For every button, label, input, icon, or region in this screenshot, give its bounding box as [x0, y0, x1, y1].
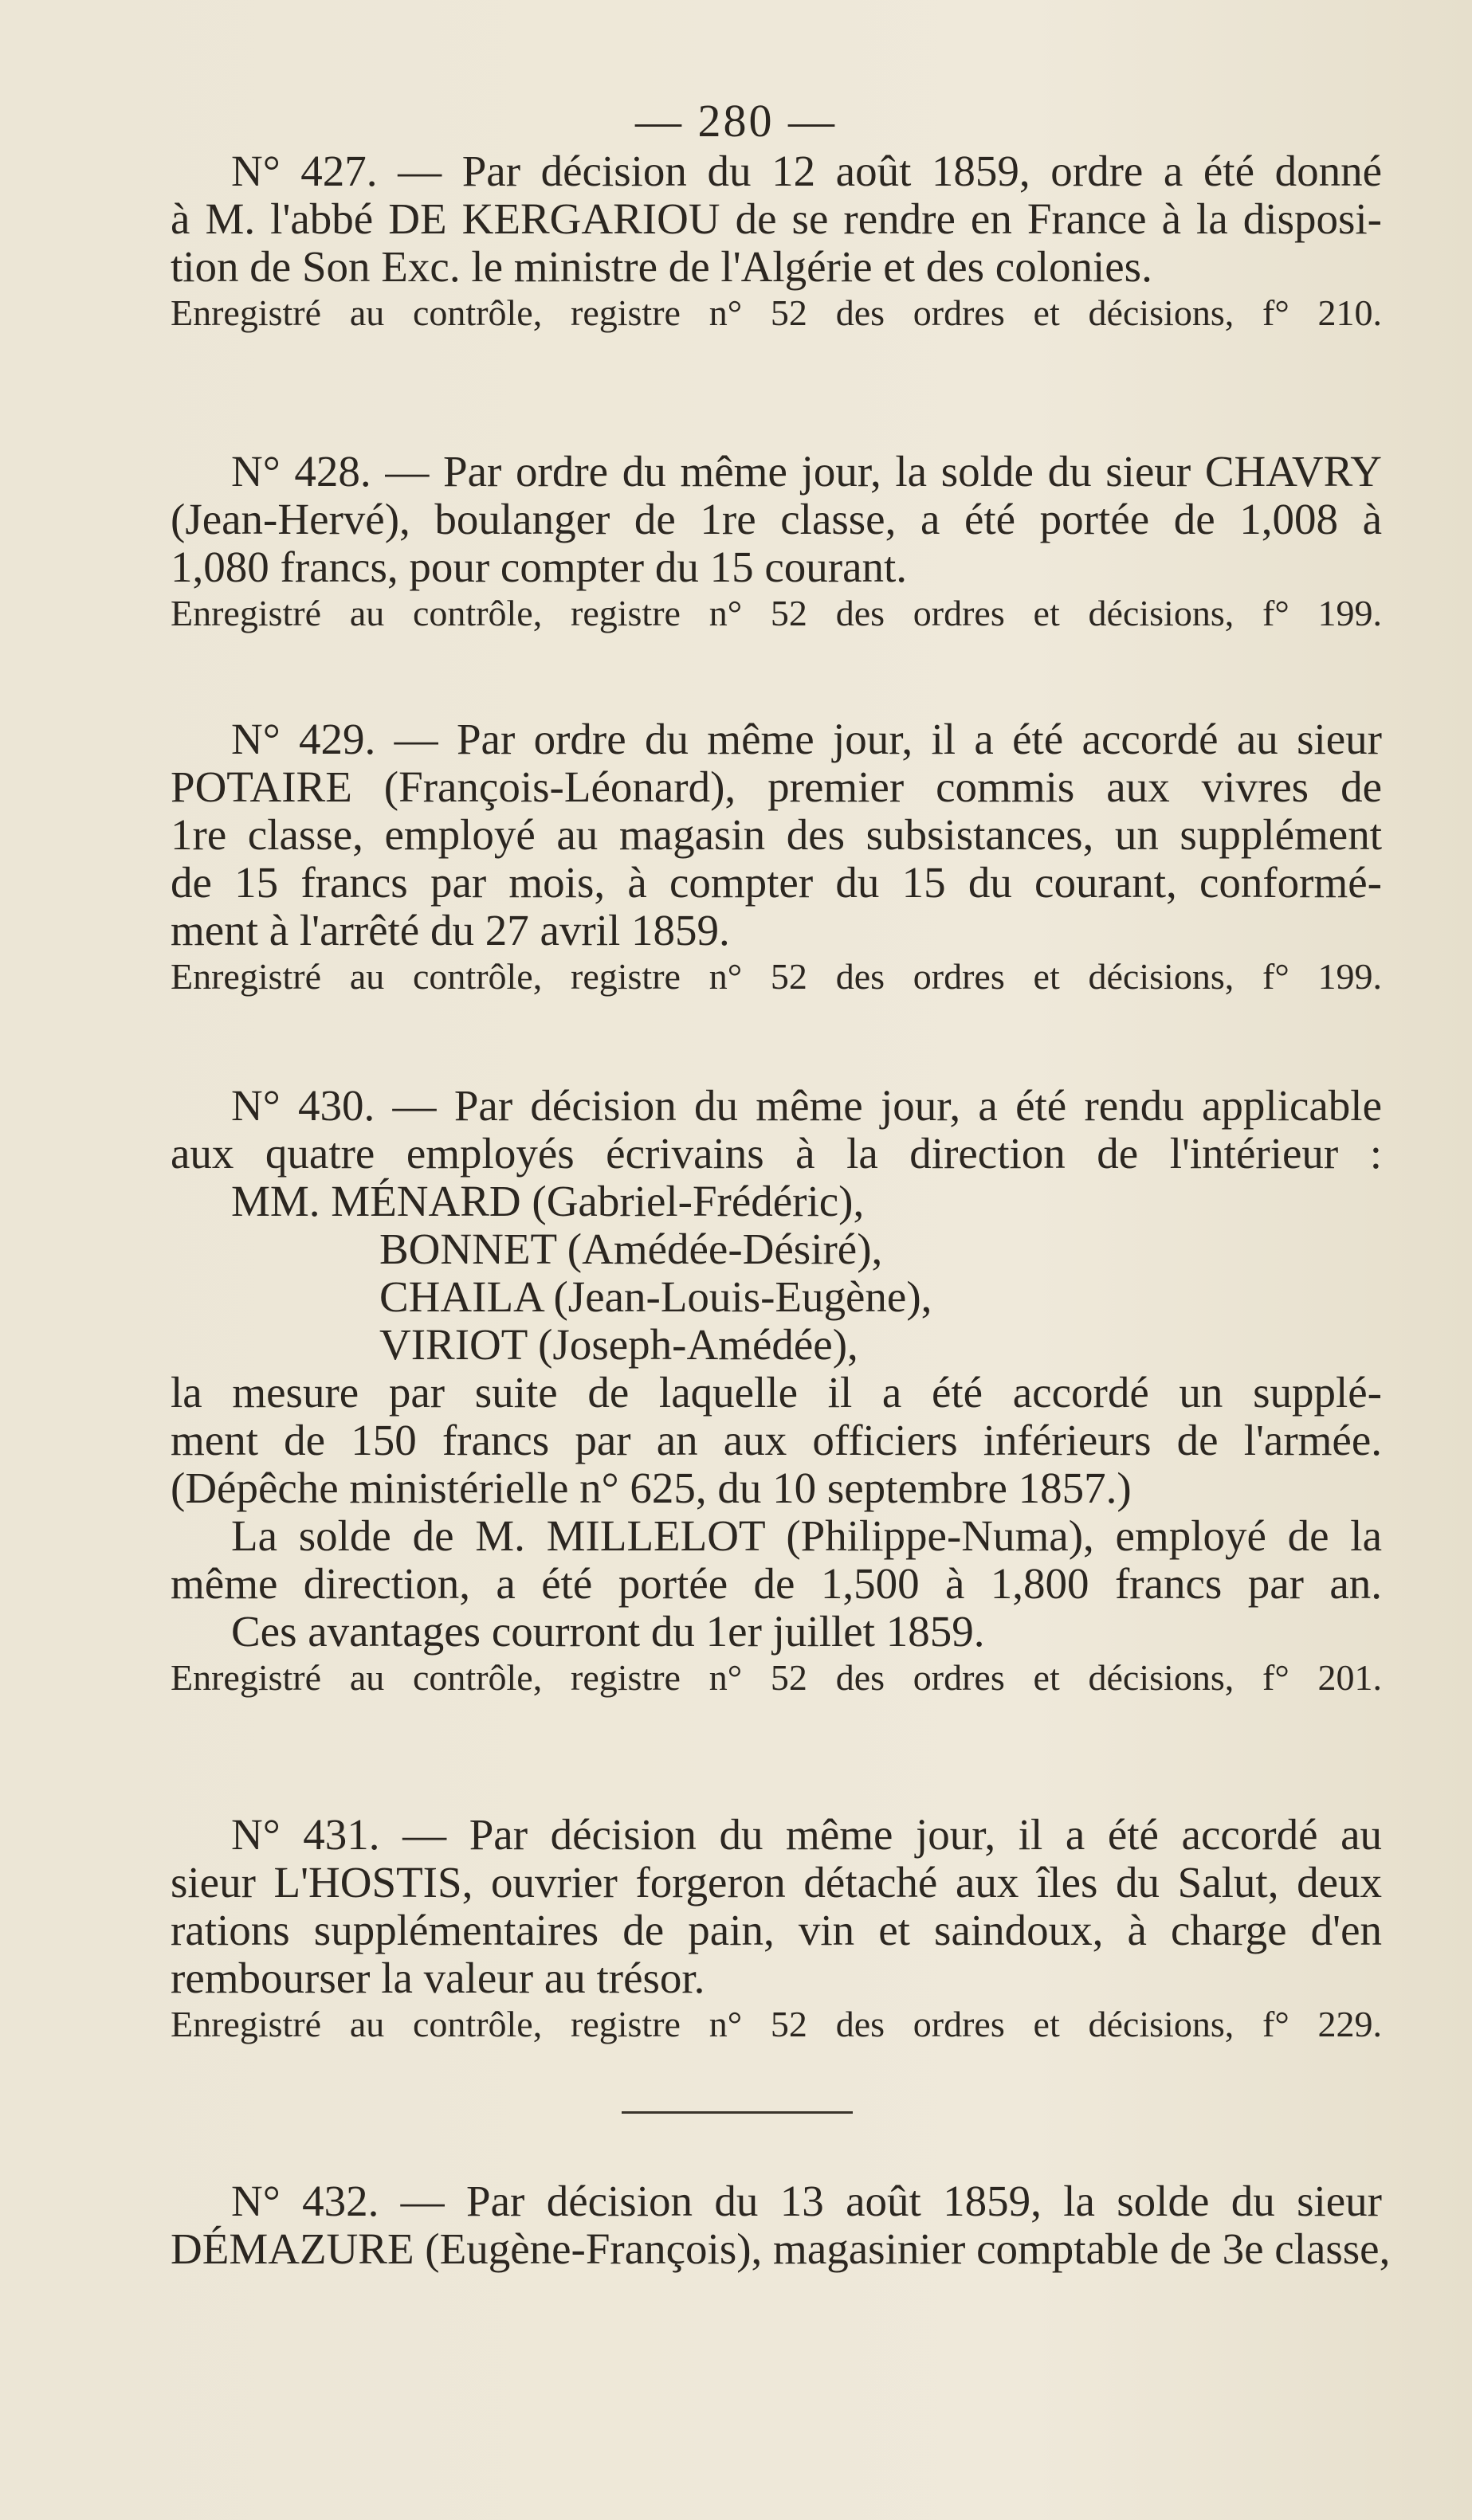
entry-429-line-2: POTAIRE (François-Léonard), premier commis aux vivres de	[171, 762, 1382, 811]
entry-429-line-4: de 15 francs par mois, à compter du 15 du courant, conformé-	[171, 858, 1382, 907]
section-separator	[622, 2111, 853, 2114]
entry-430-line-4: ment de 150 francs par an aux officiers inférieurs de l'armée.	[171, 1416, 1382, 1464]
entry-432-line-1: N° 432. — Par décision du 13 août 1859, la solde du sieur	[231, 2177, 1382, 2225]
entry-431	[171, 1811, 1382, 2047]
entry-428-line-1: N° 428. — Par ordre du même jour, la solde du sieur CHAVRY	[231, 447, 1382, 496]
entry-430-name-4: VIRIOT (Joseph-Amédée),	[379, 1320, 858, 1369]
entry-429-line-3: 1re classe, employé au magasin des subsistances, un supplément	[171, 810, 1382, 859]
entry-427-registration: Enregistré au contrôle, registre n° 52 des ordres et décisions, f° 210.	[171, 292, 1382, 333]
entry-427-line-3: tion de Son Exc. le ministre de l'Algérie et des colonies.	[171, 242, 1152, 291]
entry-427-line-1: N° 427. — Par décision du 12 août 1859, ordre a été donné	[231, 147, 1382, 195]
entry-432	[171, 2177, 1391, 2273]
entry-430-line-7: même direction, a été portée de 1,500 à 1,800 francs par an.	[171, 1559, 1382, 1608]
entry-429-registration: Enregistré au contrôle, registre n° 52 des ordres et décisions, f° 199.	[171, 956, 1382, 997]
entry-429	[171, 715, 1382, 999]
entry-429-line-5: ment à l'arrêté du 27 avril 1859.	[171, 906, 730, 954]
entry-430-line-5: (Dépêche ministérielle n° 625, du 10 septembre 1857.)	[171, 1464, 1132, 1512]
entry-428-registration: Enregistré au contrôle, registre n° 52 des ordres et décisions, f° 199.	[171, 593, 1382, 633]
entry-430-name-2: BONNET (Amédée-Désiré),	[379, 1225, 883, 1273]
entry-431-registration: Enregistré au contrôle, registre n° 52 des ordres et décisions, f° 229.	[171, 2004, 1382, 2044]
page-number: — 280 —	[635, 95, 837, 147]
entry-429-line-1: N° 429. — Par ordre du même jour, il a été accordé au sieur	[231, 715, 1382, 763]
entry-430-line-6: La solde de M. MILLELOT (Philippe-Numa), employé de la	[231, 1511, 1382, 1560]
entry-430-line-1: N° 430. — Par décision du même jour, a été rendu applicable	[231, 1081, 1382, 1130]
entry-430-name-1: MM. MÉNARD (Gabriel-Frédéric),	[231, 1177, 865, 1225]
entry-431-line-4: rembourser la valeur au trésor.	[171, 1954, 705, 2002]
entry-430-name-list	[171, 1178, 1382, 1369]
entry-428-line-2: (Jean-Hervé), boulanger de 1re classe, a été portée de 1,008 à	[171, 495, 1382, 543]
entry-427	[171, 147, 1382, 335]
entry-430-line-3: la mesure par suite de laquelle il a été accordé un supplé-	[171, 1368, 1382, 1417]
entry-432-line-2: DÉMAZURE (Eugène-François), magasinier comptable de 3e classe,	[171, 2224, 1391, 2273]
entry-430-line-2: aux quatre employés écrivains à la direction de l'intérieur :	[171, 1129, 1382, 1178]
entry-431-line-2: sieur L'HOSTIS, ouvrier forgeron détaché aux îles du Salut, deux	[171, 1858, 1382, 1907]
entry-428-line-3: 1,080 francs, pour compter du 15 courant.	[171, 543, 908, 591]
entry-430-registration: Enregistré au contrôle, registre n° 52 des ordres et décisions, f° 201.	[171, 1657, 1382, 1698]
entry-430	[171, 1082, 1382, 1700]
entry-428	[171, 448, 1382, 636]
entry-431-line-3: rations supplémentaires de pain, vin et saindoux, à charge d'en	[171, 1906, 1382, 1954]
entry-431-line-1: N° 431. — Par décision du même jour, il a été accordé au	[231, 1810, 1382, 1859]
entry-427-line-2: à M. l'abbé DE KERGARIOU de se rendre en France à la disposi-	[171, 194, 1382, 243]
entry-430-line-8: Ces avantages courront du 1er juillet 1859.	[231, 1607, 985, 1656]
entry-430-name-3: CHAILA (Jean-Louis-Eugène),	[379, 1272, 932, 1321]
